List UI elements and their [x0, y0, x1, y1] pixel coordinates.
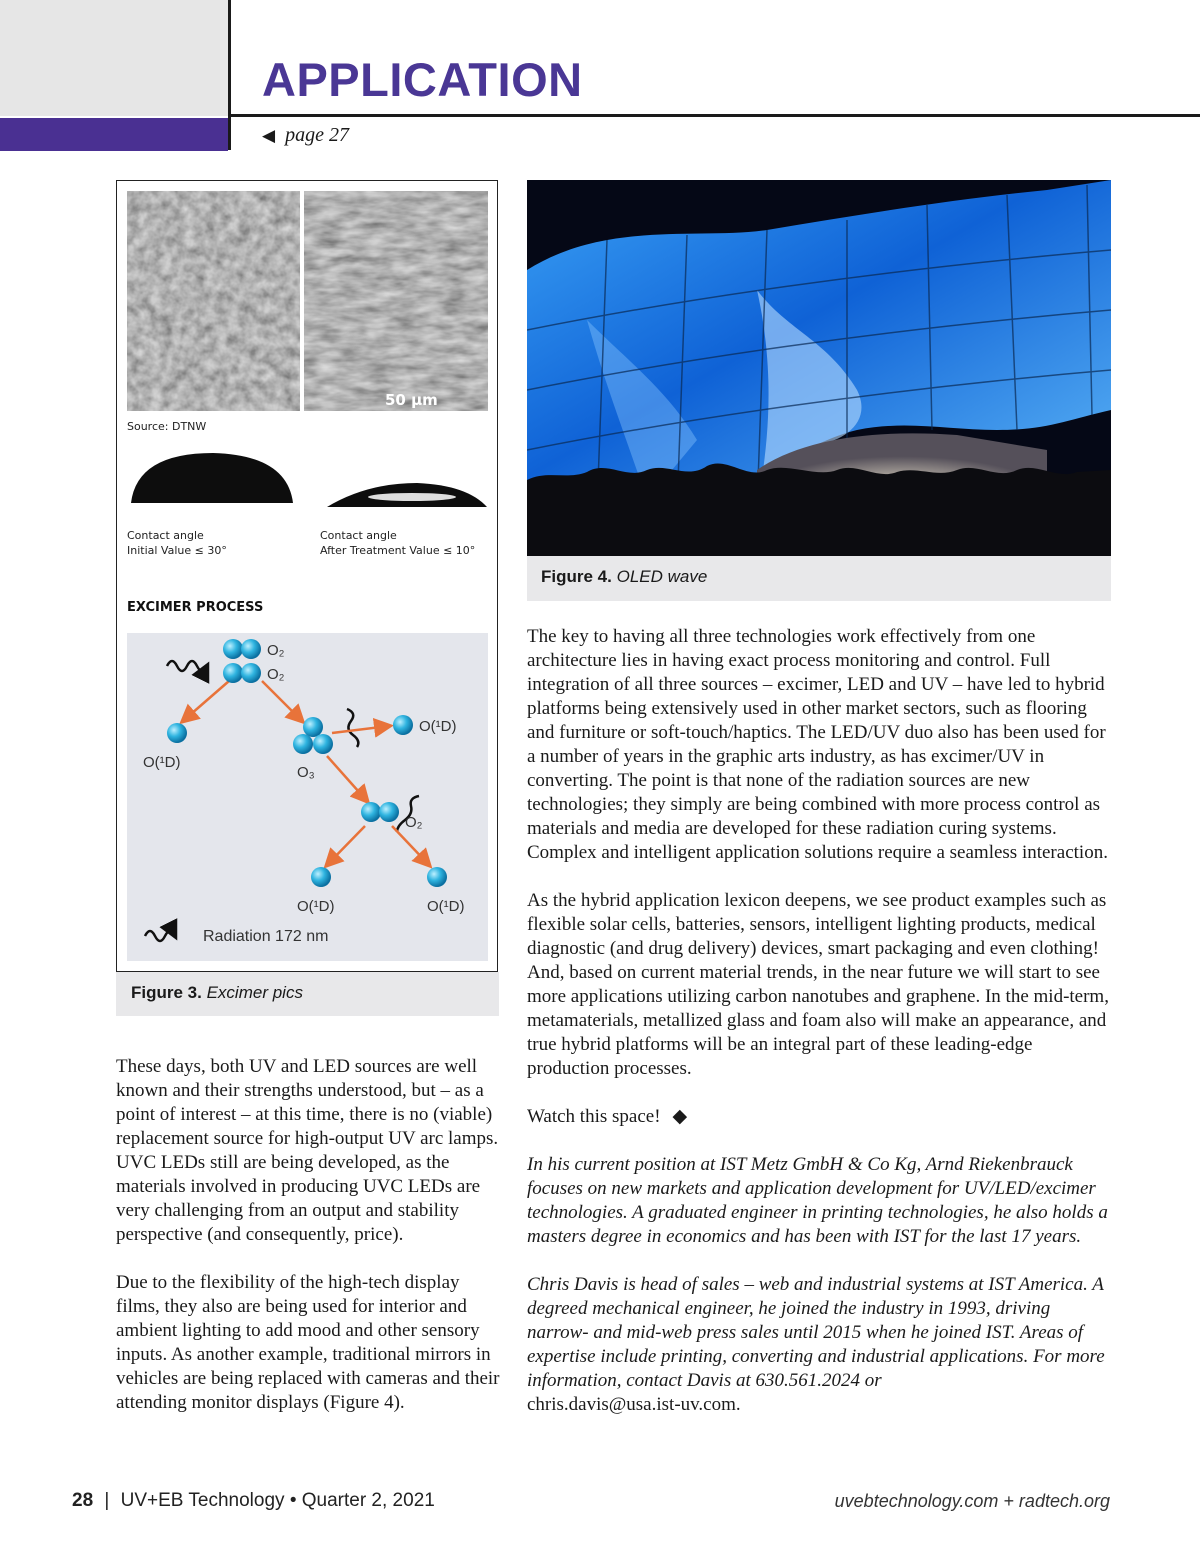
body-paragraph: Due to the flexibility of the high-tech display films, they also are being used for interior and ambient lighting to add mood and other sensory inputs. As another example, traditional mirrors in vehicles are being replaced with cameras and their attending monitor displays (Figure 4). [116, 1272, 500, 1413]
oxygen-atom [167, 723, 187, 743]
sem-source-label: Source: DTNW [127, 420, 207, 433]
footer-urls[interactable]: uvebtechnology.com + radtech.org [834, 1491, 1110, 1511]
figure-4-caption-label: Figure 4. [541, 567, 612, 586]
figure-3-caption-label: Figure 3. [131, 983, 202, 1002]
header-vertical-rule [228, 0, 231, 150]
figure-4-caption-text: OLED wave [616, 567, 708, 586]
author-email-link[interactable]: chris.davis@usa.ist-uv.com. [527, 1394, 741, 1415]
sem-image-before [127, 191, 300, 411]
page-number: 28 [72, 1490, 94, 1511]
figure-3-frame [116, 180, 498, 972]
oxygen-atom [311, 867, 331, 887]
label-o2: O₂ [267, 666, 285, 683]
left-column [116, 1055, 502, 1439]
body-paragraph: The key to having all three technologies work effectively from one architecture lies in having exact process monitoring and control. Full integration of all three sources – excimer, LED and UV – have led to hybrid platforms being extensively used in other market sectors, such as flooring and furniture or soft-touch/haptics. The LED/UV duo also has been used for a number of years in the graphic arts industry, as has excimer/UV in converting. The point is that none of the radiation sources are new technologies; they simply are being combined with more process control as materials and media are developed for these radiation curing systems. Complex and intelligent application solutions require a seamless interaction. [527, 626, 1108, 863]
sem-image-after [304, 191, 488, 411]
excimer-process-title: EXCIMER PROCESS [127, 600, 264, 615]
contact-angle-treated-title: Contact angle [320, 529, 397, 542]
contact-angle-treated-value: After Treatment Value ≤ 10° [320, 544, 476, 557]
label-o1d: O(¹D) [427, 898, 465, 915]
figure-3 [116, 180, 499, 1016]
publication-info: UV+EB Technology • Quarter 2, 2021 [120, 1490, 435, 1511]
closing-text: Watch this space! [527, 1106, 661, 1127]
label-o1d: O(¹D) [297, 898, 335, 915]
back-page-label: page 27 [285, 124, 349, 146]
author-bio-text: Chris Davis is head of sales – web and industrial systems at IST America. A degreed mechanical engineer, he joined the industry in 1993, driving narrow- and mid-web press sales until 2015 when he joined IST. Areas of expertise include printing, converting and industrial applications. For more information, contact Davis at 630.561.2024 or [527, 1274, 1105, 1391]
figure-3-caption-text: Excimer pics [206, 983, 303, 1002]
radiation-legend-label: Radiation 172 nm [203, 928, 329, 945]
label-o2: O₂ [405, 814, 423, 831]
closing-line [527, 1105, 1115, 1129]
header-gray-block [0, 0, 228, 116]
body-paragraph: These days, both UV and LED sources are well known and their strengths understood, but – as a point of interest – at this time, there is no (viable) replacement source for high-output UV arc lamps. UVC LEDs still are being developed, as the materials involved in producing UVC LEDs are very challenging from an output and stability perspective (and consequently, price). [116, 1056, 499, 1245]
droplet-initial-shape [131, 453, 293, 503]
scale-bar-label: 50 µm [385, 391, 438, 409]
header-purple-bar [0, 118, 228, 151]
back-page-link[interactable] [262, 124, 349, 147]
label-o1d: O(¹D) [419, 718, 457, 735]
oxygen-atom [427, 867, 447, 887]
figure-3-caption [116, 972, 499, 1016]
end-mark-icon: ◆ [672, 1106, 688, 1127]
footer-publication [72, 1490, 435, 1512]
oxygen-atom [393, 715, 413, 735]
label-o3: O₃ [297, 764, 315, 781]
figure-4-caption [527, 556, 1111, 601]
label-o2: O₂ [267, 642, 285, 659]
right-column [527, 625, 1115, 1417]
figure-4-image [527, 180, 1111, 556]
crowd-silhouette [527, 464, 1111, 556]
author-bio [527, 1273, 1115, 1417]
label-o1d: O(¹D) [143, 754, 181, 771]
contact-angle-initial-title: Contact angle [127, 529, 204, 542]
contact-angle-initial-value: Initial Value ≤ 30° [127, 544, 227, 557]
back-arrow-icon: ◀ [262, 125, 276, 145]
footer-separator: | [104, 1490, 110, 1511]
body-paragraph: As the hybrid application lexicon deepens, we see product examples such as flexible solar cells, batteries, sensors, intelligent lighting products, medical diagnostic (and drug delivery) devices, smart packaging and even clothing! And, based on current material trends, in the near future we will start to see more applications utilizing carbon nanotubes and graphene. In the mid-term, metamaterials, metallized glass and foam also will make an appearance, and true hybrid platforms will be an integral part of these leading-edge production processes. [527, 890, 1109, 1079]
author-bio: In his current position at IST Metz GmbH & Co Kg, Arnd Riekenbrauck focuses on new markets and application development for UV/LED/excimer technologies. A graduated engineer in printing technologies, he also holds a masters degree in economics and has been with IST for the last 17 years. [527, 1154, 1108, 1247]
header-horizontal-rule [228, 114, 1200, 117]
section-title: APPLICATION [262, 53, 583, 106]
